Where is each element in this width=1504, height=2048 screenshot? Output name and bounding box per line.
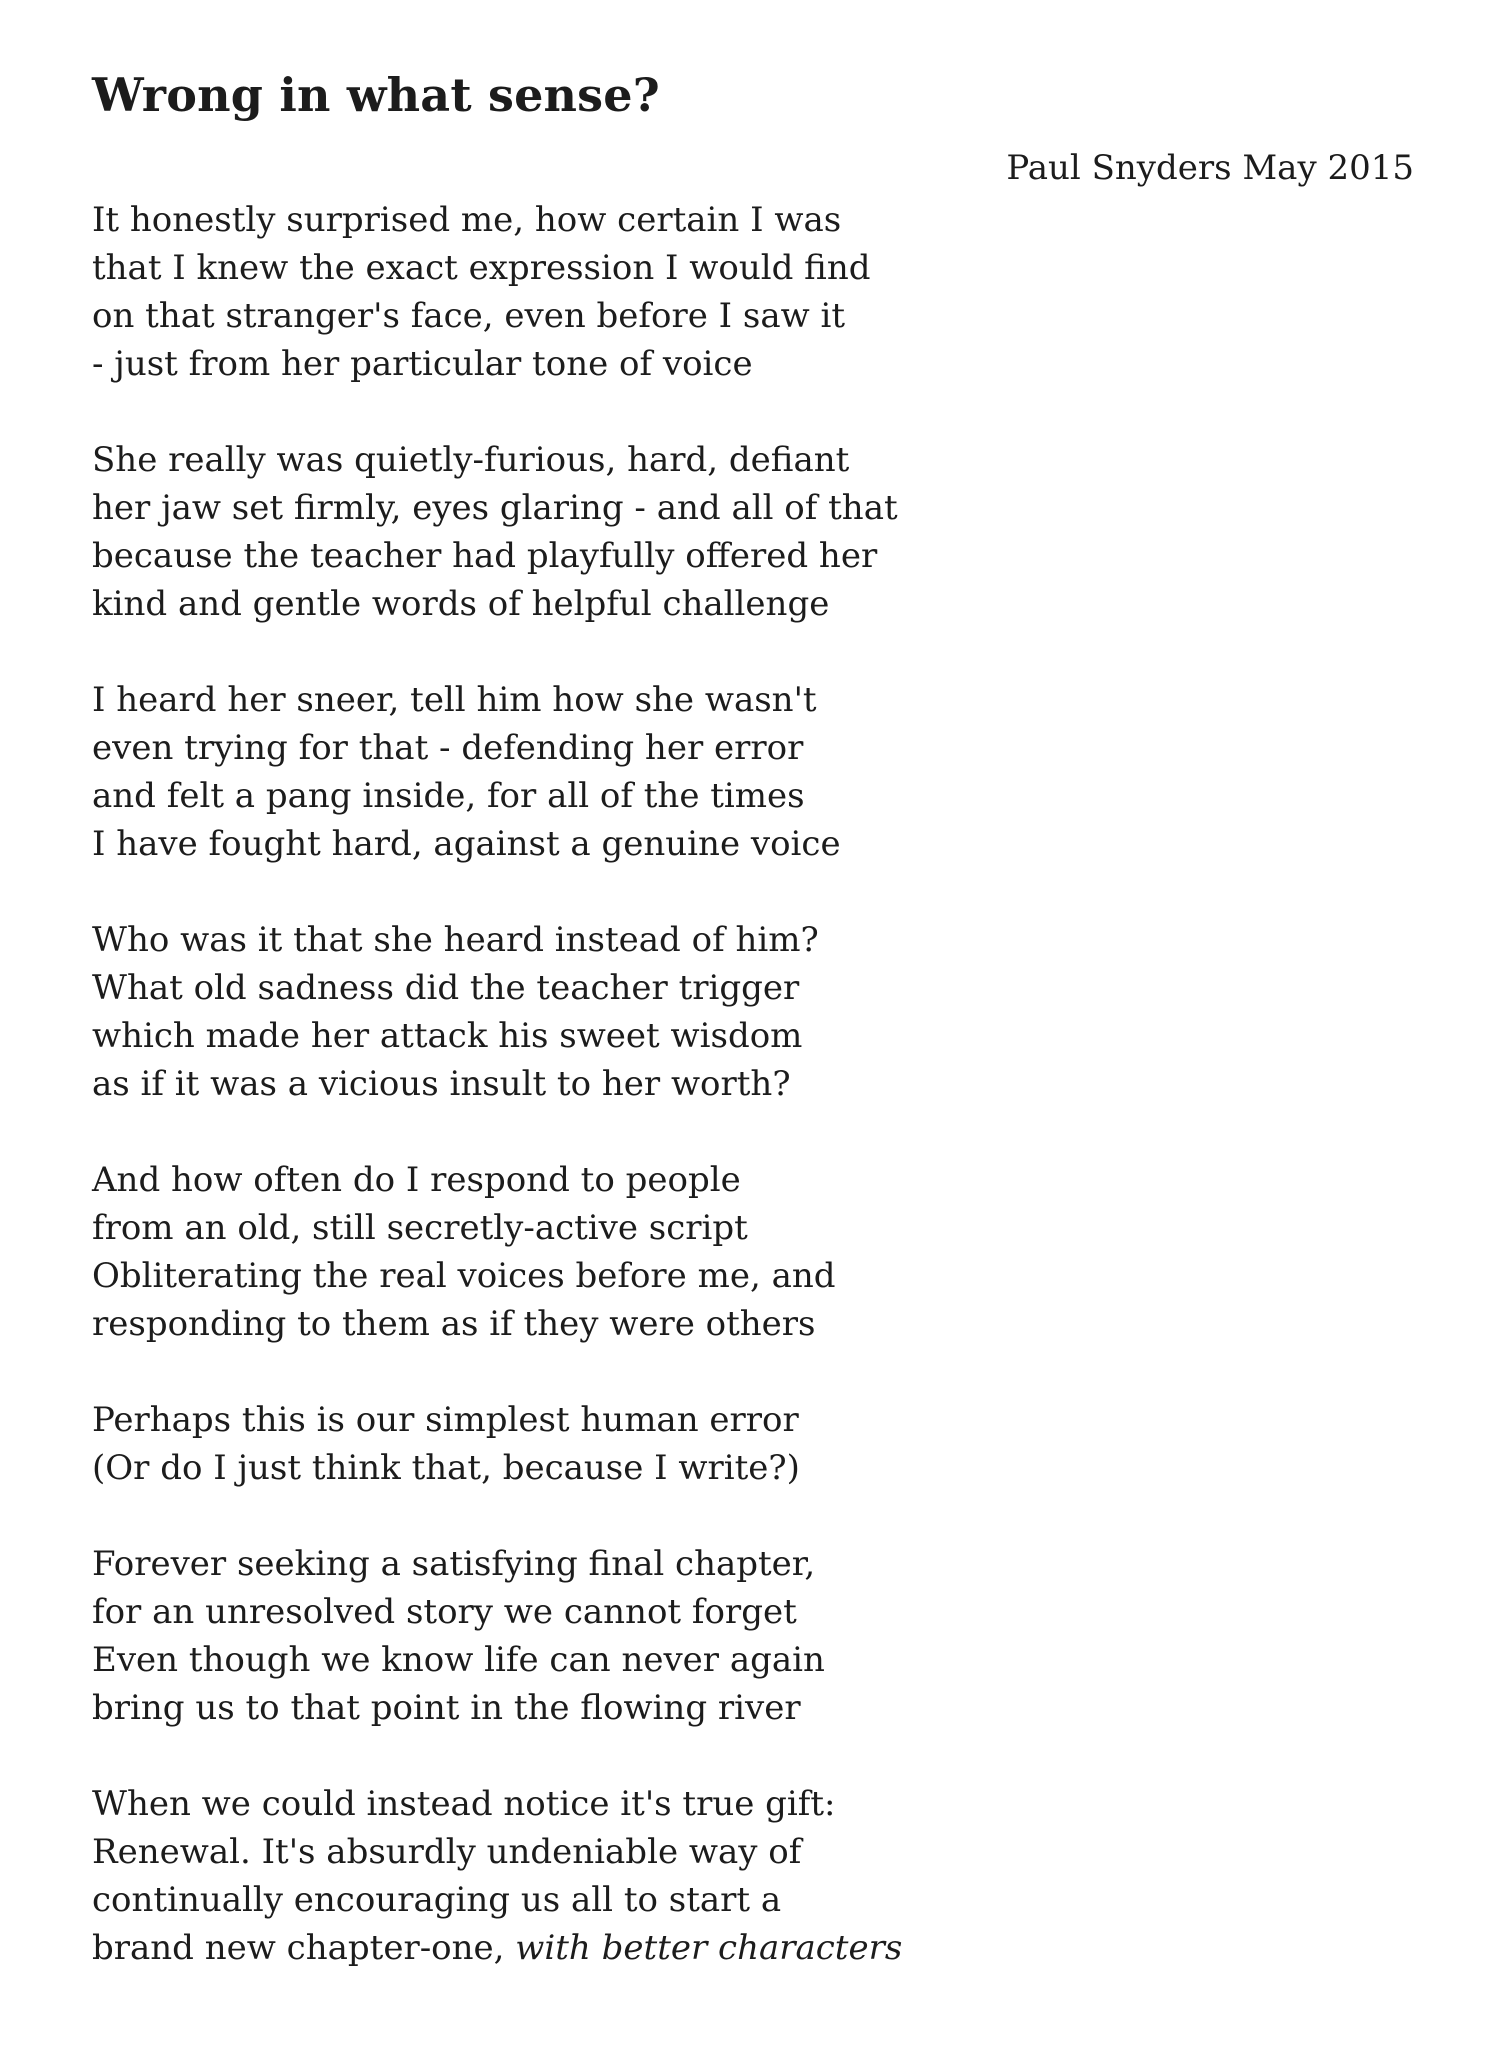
poem-line: Who was it that she heard instead of him?: [92, 920, 819, 960]
poem-line: even trying for that - defending her error: [92, 728, 804, 768]
poem-final-italic-phrase: with better characters: [515, 1928, 903, 1968]
poem-line: and felt a pang inside, for all of the times: [92, 776, 805, 816]
poem-line: her jaw set firmly, eyes glaring - and all of that: [92, 488, 898, 528]
poem-line: which made her attack his sweet wisdom: [92, 1016, 803, 1056]
poem-body: [92, 196, 992, 2020]
poem-line: Obliterating the real voices before me, and: [92, 1256, 836, 1296]
stanza-3: [92, 676, 992, 868]
poem-line: And how often do I respond to people: [92, 1160, 741, 1200]
poem-line: as if it was a vicious insult to her worth?: [92, 1064, 791, 1104]
poem-line: because the teacher had playfully offered her: [92, 536, 878, 576]
stanza-4: [92, 916, 992, 1108]
poem-line: What old sadness did the teacher trigger: [92, 968, 800, 1008]
poem-title: Wrong in what sense?: [92, 68, 660, 122]
poem-line: Even though we know life can never again: [92, 1640, 825, 1680]
stanza-5: [92, 1156, 992, 1348]
poem-line: Perhaps this is our simplest human error: [92, 1400, 799, 1440]
poem-line: Renewal. It's absurdly undeniable way of: [92, 1832, 802, 1872]
poem-line: bring us to that point in the flowing river: [92, 1688, 801, 1728]
stanza-7: [92, 1540, 992, 1732]
poem-line: on that stranger's face, even before I saw it: [92, 296, 846, 336]
poem-line: When we could instead notice it's true gift:: [92, 1784, 836, 1824]
poem-line: responding to them as if they were others: [92, 1304, 816, 1344]
stanza-2: [92, 436, 992, 628]
stanza-8: [92, 1780, 992, 1972]
poem-final-line-text: brand new chapter-one,: [92, 1928, 516, 1968]
stanza-6: [92, 1396, 992, 1492]
poem-line: that I knew the exact expression I would find: [92, 248, 871, 288]
poem-line: kind and gentle words of helpful challenge: [92, 584, 830, 624]
poem-line: for an unresolved story we cannot forget: [92, 1592, 797, 1632]
stanza-1: [92, 196, 992, 388]
poem-line: She really was quietly-furious, hard, defiant: [92, 440, 850, 480]
poem-line: I have fought hard, against a genuine voice: [92, 824, 841, 864]
poem-line: (Or do I just think that, because I write?): [92, 1448, 800, 1488]
poem-line: It honestly surprised me, how certain I was: [92, 200, 842, 240]
poem-line: continually encouraging us all to start a: [92, 1880, 782, 1920]
author-date-byline: Paul Snyders May 2015: [1006, 148, 1414, 188]
poem-line: I heard her sneer, tell him how she wasn't: [92, 680, 817, 720]
poem-line: Forever seeking a satisfying final chapter,: [92, 1544, 816, 1584]
poem-final-line: [92, 1924, 992, 1972]
poem-line: from an old, still secretly-active script: [92, 1208, 748, 1248]
poem-line: - just from her particular tone of voice: [92, 344, 753, 384]
